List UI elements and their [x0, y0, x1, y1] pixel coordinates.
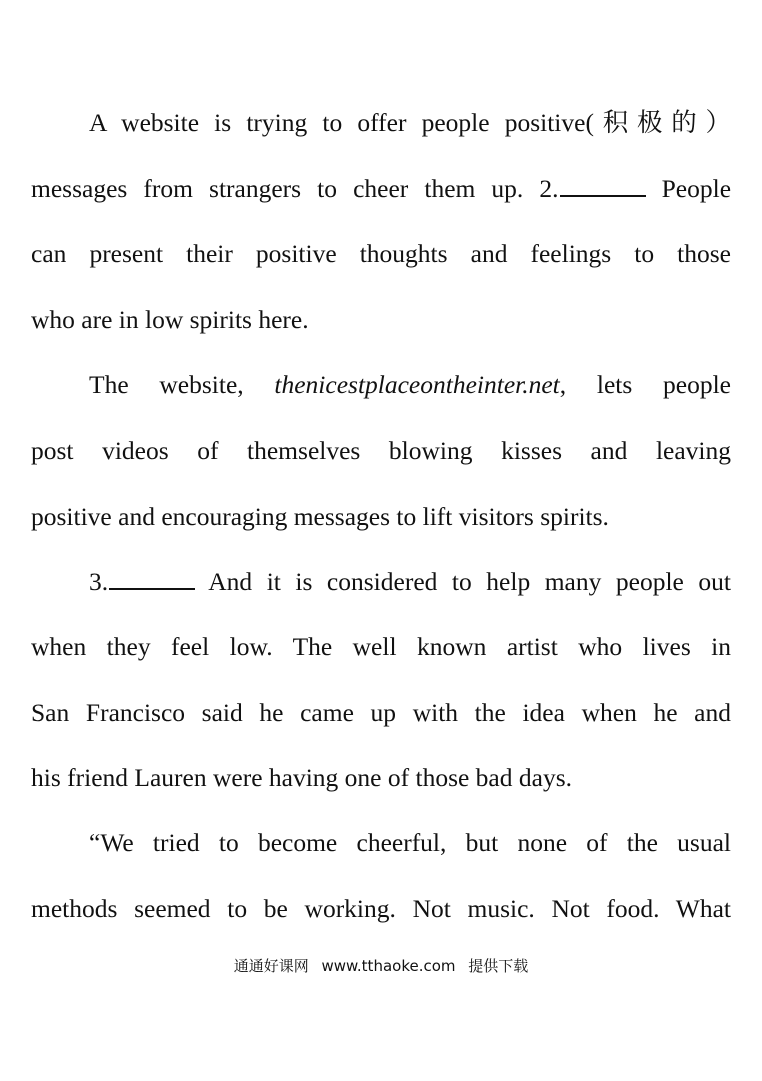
page-footer	[0, 955, 762, 977]
footer-tagline: 提供下载	[468, 957, 529, 975]
paragraph-3-line-1-number: 3.	[89, 567, 109, 596]
paragraph-3-line-1	[89, 567, 731, 597]
paragraph-4-line-2: methods seemed to be working. Not music. Not food. What	[31, 894, 731, 923]
paragraph-3-line-1-text: And it is considered to help many people out	[208, 567, 731, 596]
paragraph-1-line-3: can present their positive thoughts and feelings to those	[31, 239, 731, 268]
paragraph-2-line-1	[89, 370, 731, 400]
paragraph-1-line-2	[31, 174, 731, 204]
paragraph-3-line-2: when they feel low. The well known artist who lives in	[31, 632, 731, 661]
paragraph-3-line-4: his friend Lauren were having one of those bad days.	[31, 763, 572, 792]
answer-blank-2[interactable]	[560, 175, 646, 197]
paragraph-3-line-3: San Francisco said he came up with the idea when he and	[31, 698, 731, 727]
paragraph-2-line-1-text: The website,	[89, 370, 244, 399]
paragraph-4-line-1: “We tried to become cheerful, but none of the usual	[89, 828, 731, 857]
answer-blank-3[interactable]	[109, 568, 195, 590]
paragraph-1-line-4: who are in low spirits here.	[31, 305, 309, 334]
footer-site-name: 通通好课网	[233, 957, 309, 975]
paragraph-2-line-1-tail: , lets people	[559, 370, 731, 399]
website-name: thenicestplaceontheinter.net	[274, 370, 560, 399]
footer-url[interactable]: www.tthaoke.com	[321, 957, 456, 975]
paragraph-1-line-2-tail: People	[661, 174, 732, 203]
paragraph-1-line-2-text: messages from strangers to cheer them up. 2.	[31, 174, 559, 203]
paragraph-1-line-1: A website is trying to offer people positive(积极的）	[89, 108, 731, 137]
paragraph-2-line-3: positive and encouraging messages to lift visitors spirits.	[31, 502, 609, 531]
paragraph-2-line-2: post videos of themselves blowing kisses and leaving	[31, 436, 731, 465]
